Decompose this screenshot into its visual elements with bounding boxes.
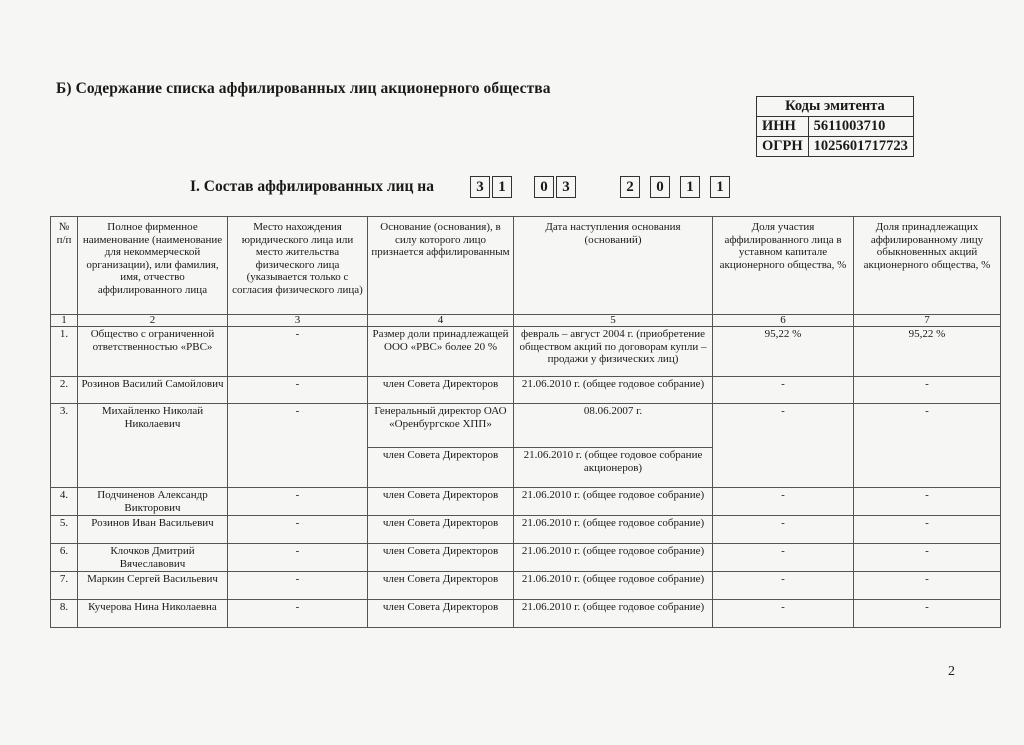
affiliate-basis: член Совета Директоров bbox=[368, 600, 514, 628]
affiliate-name: Маркин Сергей Васильевич bbox=[78, 572, 228, 600]
column-number: 4 bbox=[368, 315, 514, 327]
affiliate-place: - bbox=[228, 600, 368, 628]
affiliate-common-shares: - bbox=[854, 600, 1001, 628]
affiliate-place: - bbox=[228, 544, 368, 572]
affiliate-date: 21.06.2010 г. (общее годовое собрание) bbox=[514, 377, 713, 404]
table-row bbox=[51, 404, 1001, 448]
col-header-place: Место нахождения юридического лица или место жительства физического лица (указывается только с согласия физического лица) bbox=[228, 217, 368, 315]
affiliate-basis: член Совета Директоров bbox=[368, 448, 514, 488]
column-number: 3 bbox=[228, 315, 368, 327]
table-row bbox=[51, 488, 1001, 516]
affiliate-place: - bbox=[228, 377, 368, 404]
affiliate-common-shares: - bbox=[854, 544, 1001, 572]
row-number: 8. bbox=[51, 600, 78, 628]
page-number: 2 bbox=[948, 664, 955, 679]
affiliate-date: 21.06.2010 г. (общее годовое собрание акционеров) bbox=[514, 448, 713, 488]
affiliate-date: 21.06.2010 г. (общее годовое собрание) bbox=[514, 488, 713, 516]
affiliate-basis: Размер доли принадлежащей ООО «РВС» более 20 % bbox=[368, 327, 514, 377]
row-number: 5. bbox=[51, 516, 78, 544]
row-number: 2. bbox=[51, 377, 78, 404]
affiliate-name: Подчиненов Александр Викторович bbox=[78, 488, 228, 516]
affiliate-common-shares: 95,22 % bbox=[854, 327, 1001, 377]
affiliate-name: Общество с ограниченной ответственностью «РВС» bbox=[78, 327, 228, 377]
date-year-digit: 1 bbox=[710, 176, 730, 198]
table-row bbox=[51, 572, 1001, 600]
date-month-digit: 0 bbox=[534, 176, 554, 198]
affiliates-table bbox=[50, 216, 1001, 628]
table-row bbox=[51, 600, 1001, 628]
affiliate-name: Розинов Василий Самойлович bbox=[78, 377, 228, 404]
affiliate-common-shares: - bbox=[854, 404, 1001, 488]
affiliate-date: 21.06.2010 г. (общее годовое собрание) bbox=[514, 600, 713, 628]
ogrn-label: ОГРН bbox=[757, 137, 809, 157]
date-month-digit: 3 bbox=[556, 176, 576, 198]
column-numbers-row bbox=[51, 315, 1001, 327]
affiliate-share: - bbox=[713, 600, 854, 628]
affiliate-common-shares: - bbox=[854, 488, 1001, 516]
affiliate-basis: член Совета Директоров bbox=[368, 377, 514, 404]
affiliate-name: Михайленко Николай Николаевич bbox=[78, 404, 228, 488]
affiliate-date: 08.06.2007 г. bbox=[514, 404, 713, 448]
date-year-digit: 2 bbox=[620, 176, 640, 198]
affiliate-share: - bbox=[713, 572, 854, 600]
col-header-share: Доля участия аффилированного лица в уставном капитале акционерного общества, % bbox=[713, 217, 854, 315]
affiliate-date: 21.06.2010 г. (общее годовое собрание) bbox=[514, 572, 713, 600]
affiliate-share: - bbox=[713, 516, 854, 544]
affiliate-name: Розинов Иван Васильевич bbox=[78, 516, 228, 544]
affiliate-place: - bbox=[228, 572, 368, 600]
row-number: 6. bbox=[51, 544, 78, 572]
col-header-number: № п/п bbox=[51, 217, 78, 315]
table-row bbox=[51, 544, 1001, 572]
inn-value: 5611003710 bbox=[808, 117, 913, 137]
affiliate-basis: член Совета Директоров bbox=[368, 516, 514, 544]
affiliate-name: Клочков Дмитрий Вячеславович bbox=[78, 544, 228, 572]
col-header-date: Дата наступления основания (оснований) bbox=[514, 217, 713, 315]
col-header-basis: Основание (основания), в силу которого лицо признается аффилированным bbox=[368, 217, 514, 315]
column-number: 1 bbox=[51, 315, 78, 327]
affiliate-share: - bbox=[713, 544, 854, 572]
affiliate-share: - bbox=[713, 488, 854, 516]
composition-title: I. Состав аффилированных лиц на bbox=[190, 178, 434, 195]
column-number: 7 bbox=[854, 315, 1001, 327]
affiliate-common-shares: - bbox=[854, 516, 1001, 544]
affiliate-place: - bbox=[228, 327, 368, 377]
section-title: Б) Содержание списка аффилированных лиц акционерного общества bbox=[56, 80, 551, 97]
column-number: 5 bbox=[514, 315, 713, 327]
affiliate-share: 95,22 % bbox=[713, 327, 854, 377]
table-row bbox=[51, 327, 1001, 377]
col-header-name: Полное фирменное наименование (наименование для некоммерческой организации), или фамилия, имя, отчество аффилированного лица bbox=[78, 217, 228, 315]
row-number: 1. bbox=[51, 327, 78, 377]
row-number: 4. bbox=[51, 488, 78, 516]
affiliate-basis: член Совета Директоров bbox=[368, 544, 514, 572]
issuer-codes-header: Коды эмитента bbox=[757, 97, 914, 117]
affiliate-name: Кучерова Нина Николаевна bbox=[78, 600, 228, 628]
affiliate-date: 21.06.2010 г. (общее годовое собрание) bbox=[514, 516, 713, 544]
issuer-codes-table bbox=[756, 96, 914, 157]
column-number: 6 bbox=[713, 315, 854, 327]
row-number: 7. bbox=[51, 572, 78, 600]
inn-label: ИНН bbox=[757, 117, 809, 137]
affiliate-basis: член Совета Директоров bbox=[368, 488, 514, 516]
affiliate-basis: Генеральный директор ОАО «Оренбургское ХПП» bbox=[368, 404, 514, 448]
date-day-digit: 1 bbox=[492, 176, 512, 198]
column-number: 2 bbox=[78, 315, 228, 327]
affiliate-place: - bbox=[228, 488, 368, 516]
affiliate-date: февраль – август 2004 г. (приобретение обществом акций по договорам купли – продажи у физических лиц) bbox=[514, 327, 713, 377]
table-row bbox=[51, 516, 1001, 544]
ogrn-value: 1025601717723 bbox=[808, 137, 913, 157]
affiliate-share: - bbox=[713, 377, 854, 404]
date-year-digit: 0 bbox=[650, 176, 670, 198]
col-header-common-shares: Доля принадлежащих аффилированному лицу обыкновенных акций акционерного общества, % bbox=[854, 217, 1001, 315]
affiliate-place: - bbox=[228, 404, 368, 488]
affiliate-place: - bbox=[228, 516, 368, 544]
affiliate-basis: член Совета Директоров bbox=[368, 572, 514, 600]
affiliate-common-shares: - bbox=[854, 572, 1001, 600]
affiliate-common-shares: - bbox=[854, 377, 1001, 404]
table-row bbox=[51, 377, 1001, 404]
table-header-row bbox=[51, 217, 1001, 315]
affiliate-share: - bbox=[713, 404, 854, 488]
row-number: 3. bbox=[51, 404, 78, 488]
affiliate-date: 21.06.2010 г. (общее годовое собрание) bbox=[514, 544, 713, 572]
date-day-digit: 3 bbox=[470, 176, 490, 198]
date-year-digit: 1 bbox=[680, 176, 700, 198]
